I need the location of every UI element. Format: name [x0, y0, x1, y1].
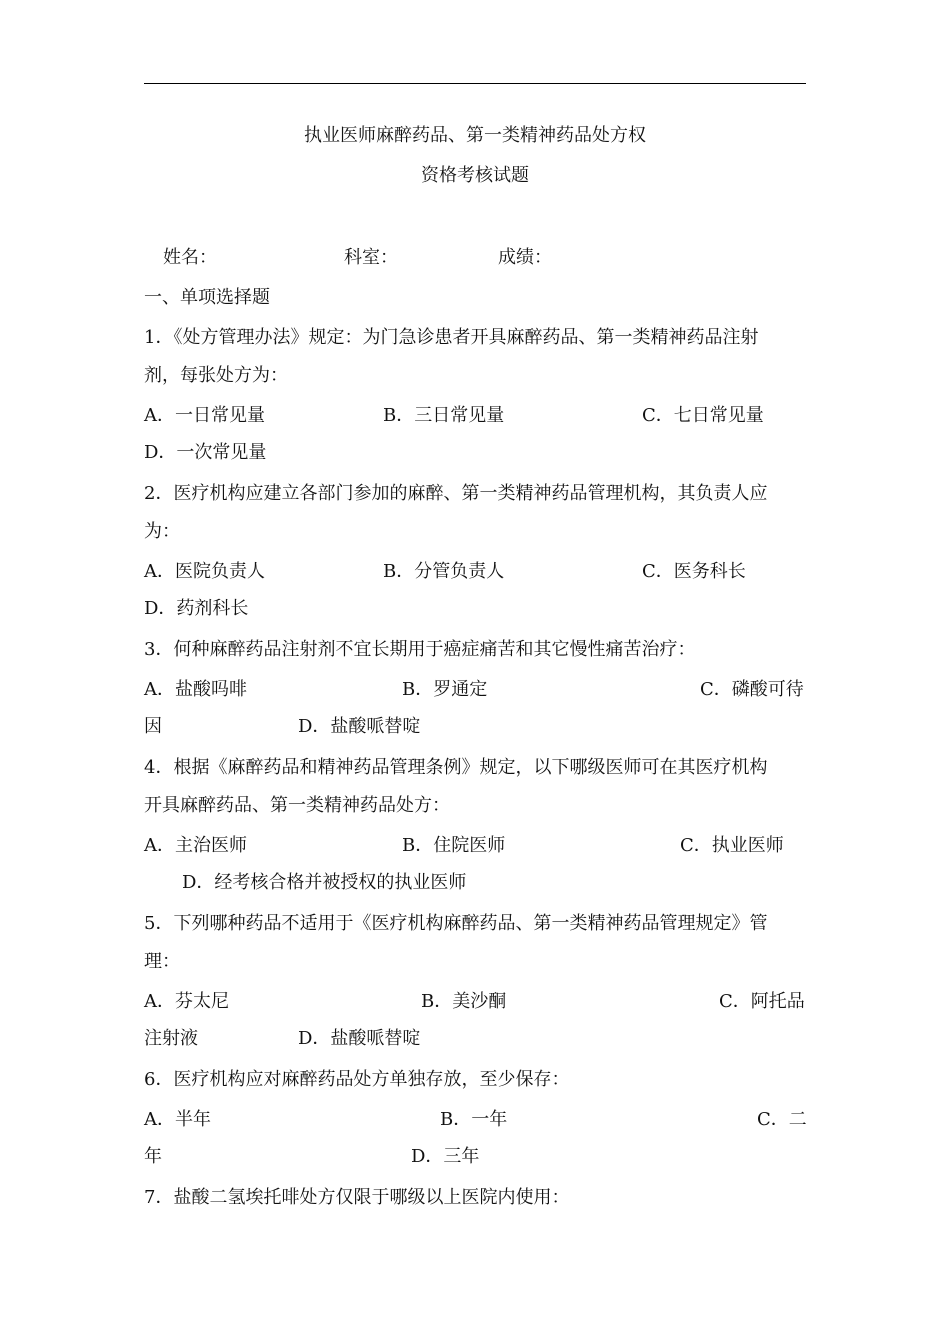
- q3-option-b: B．罗通定: [402, 679, 488, 700]
- doc-title: 执业医师麻醉药品、第一类精神药品处方权: [304, 125, 646, 146]
- q1-stem-line1: 1．《处方管理办法》规定：为门急诊患者开具麻醉药品、第一类精神药品注射: [144, 327, 759, 348]
- doc-subtitle: 资格考核试题: [421, 165, 529, 186]
- q4-option-c: C．执业医师: [680, 835, 784, 856]
- q6-option-d: D．三年: [411, 1146, 480, 1167]
- q6-option-c: C．二: [757, 1109, 807, 1130]
- q6-option-a: A．半年: [144, 1109, 211, 1130]
- q2-option-b: B．分管负责人: [383, 561, 505, 582]
- q4-option-b: B．住院医师: [402, 835, 506, 856]
- q2-option-c: C．医务科长: [642, 561, 746, 582]
- q5-option-c-wrap: 注射液: [144, 1028, 198, 1049]
- q7-stem-line1: 7．盐酸二氢埃托啡处方仅限于哪级以上医院内使用：: [144, 1187, 570, 1208]
- q5-option-b: B．美沙酮: [421, 991, 507, 1012]
- q4-option-d: D．经考核合格并被授权的执业医师: [182, 872, 467, 893]
- q3-stem-line1: 3．何种麻醉药品注射剂不宜长期用于癌症痛苦和其它慢性痛苦治疗：: [144, 639, 696, 660]
- q2-stem-line2: 为：: [144, 521, 180, 542]
- q1-option-d: D．一次常见量: [144, 442, 267, 463]
- q5-option-c: C．阿托品: [719, 991, 805, 1012]
- q2-option-d: D．药剂科长: [144, 598, 249, 619]
- q2-stem-line1: 2．医疗机构应建立各部门参加的麻醉、第一类精神药品管理机构，其负责人应: [144, 483, 768, 504]
- q5-stem-line1: 5．下列哪种药品不适用于《医疗机构麻醉药品、第一类精神药品管理规定》管: [144, 913, 768, 934]
- q6-option-c-wrap: 年: [144, 1146, 162, 1167]
- q3-option-a: A．盐酸吗啡: [144, 679, 247, 700]
- q4-stem-line2: 开具麻醉药品、第一类精神药品处方：: [144, 795, 450, 816]
- q1-stem-line2: 剂，每张处方为：: [144, 365, 288, 386]
- q4-stem-line1: 4．根据《麻醉药品和精神药品管理条例》规定，以下哪级医师可在其医疗机构: [144, 757, 768, 778]
- field-score-label: 成绩：: [498, 247, 552, 268]
- section-heading: 一、单项选择题: [144, 287, 270, 308]
- q3-option-c-wrap: 因: [144, 716, 162, 737]
- field-name-label: 姓名：: [163, 247, 217, 268]
- q6-option-b: B．一年: [440, 1109, 508, 1130]
- field-dept-label: 科室：: [344, 247, 398, 268]
- q3-option-c: C．磷酸可待: [700, 679, 804, 700]
- q3-option-d: D．盐酸哌替啶: [298, 716, 421, 737]
- q5-stem-line2: 理：: [144, 951, 180, 972]
- q5-option-a: A．芬太尼: [144, 991, 229, 1012]
- q1-option-c: C．七日常见量: [642, 405, 764, 426]
- q1-option-a: A．一日常见量: [144, 405, 265, 426]
- q2-option-a: A．医院负责人: [144, 561, 265, 582]
- header-rule: [144, 83, 806, 84]
- q6-stem-line1: 6．医疗机构应对麻醉药品处方单独存放，至少保存：: [144, 1069, 570, 1090]
- q4-option-a: A．主治医师: [144, 835, 247, 856]
- q1-option-b: B．三日常见量: [383, 405, 505, 426]
- q5-option-d: D．盐酸哌替啶: [298, 1028, 421, 1049]
